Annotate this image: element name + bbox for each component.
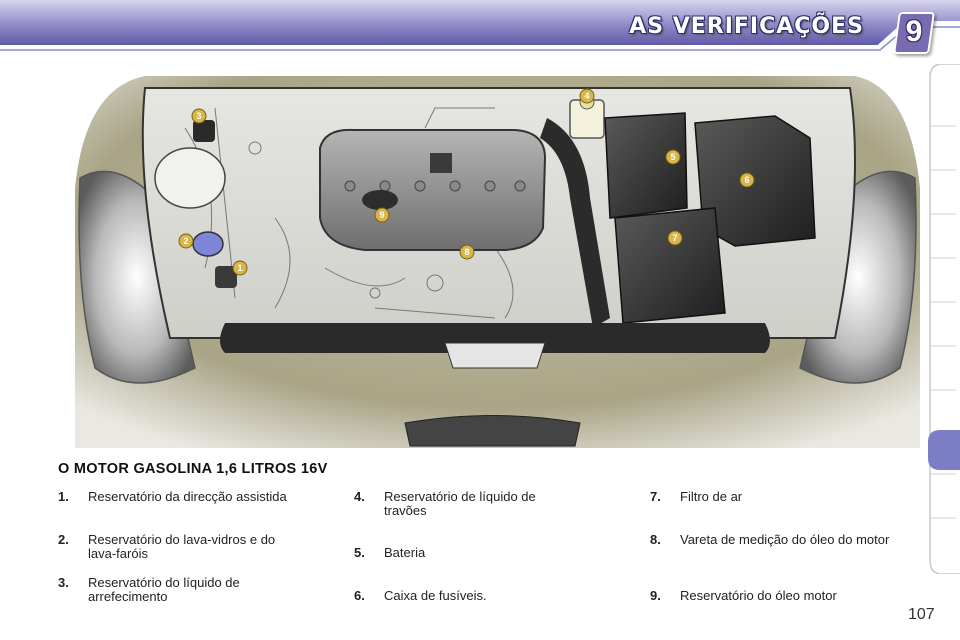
item-number: 2.	[58, 532, 69, 547]
callout-label: 1	[237, 263, 243, 273]
callout-label: 6	[744, 175, 750, 185]
item-text: Reservatório da direcção assistida	[88, 489, 287, 504]
item-number: 5.	[354, 545, 365, 560]
callout-label: 5	[670, 152, 676, 162]
engine-bay-illustration	[75, 68, 920, 448]
callout-5	[666, 150, 680, 164]
callout-6	[740, 173, 754, 187]
item-number: 9.	[650, 588, 661, 603]
callout-label: 2	[183, 236, 189, 246]
item-text: Reservatório do óleo motor	[680, 588, 837, 603]
section-title: O MOTOR GASOLINA 1,6 LITROS 16V	[58, 461, 328, 477]
callout-9	[375, 208, 389, 222]
page-number: 107	[908, 606, 935, 623]
callout-label: 4	[584, 91, 590, 101]
item-text: Bateria	[384, 545, 426, 560]
callout-label: 7	[672, 233, 678, 243]
item-number: 4.	[354, 489, 365, 504]
item-text: Reservatório de líquido de travões	[384, 489, 536, 518]
item-number: 8.	[650, 532, 661, 547]
callout-4	[580, 89, 594, 103]
item-number: 7.	[650, 489, 661, 504]
callout-1	[233, 261, 247, 275]
callout-3	[192, 109, 206, 123]
item-number: 1.	[58, 489, 69, 504]
callout-label: 3	[196, 111, 202, 121]
callout-7	[668, 231, 682, 245]
callout-label: 9	[379, 210, 385, 220]
callout-8	[460, 245, 474, 259]
callout-2	[179, 234, 193, 248]
callout-label: 8	[464, 247, 470, 257]
item-text: Filtro de ar	[680, 489, 743, 504]
item-text: Vareta de medição do óleo do motor	[680, 532, 890, 547]
item-text: Caixa de fusíveis.	[384, 588, 487, 603]
chapter-title: AS VERIFICAÇÕES	[629, 14, 864, 39]
item-number: 3.	[58, 575, 69, 590]
item-text: Reservatório do líquido de arrefecimento	[88, 575, 240, 604]
item-text: Reservatório do lava-vidros e do lava-faróis	[88, 532, 276, 561]
chapter-side-tabs	[926, 64, 960, 574]
item-number: 6.	[354, 588, 365, 603]
chapter-number: 9	[905, 15, 923, 48]
